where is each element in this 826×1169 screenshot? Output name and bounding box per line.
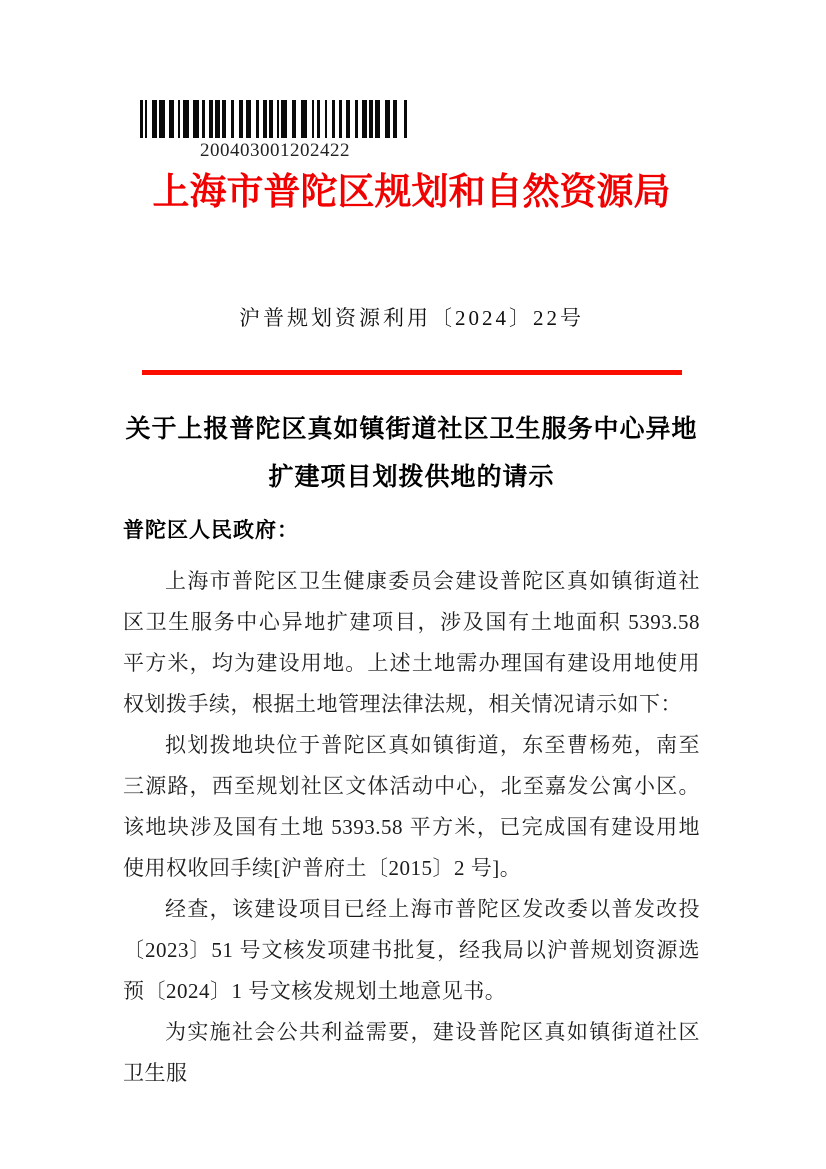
body-paragraph: 拟划拨地块位于普陀区真如镇街道，东至曹杨苑，南至三源路，西至规划社区文体活动中心，北至嘉发公寓小区。该地块涉及国有土地 5393.58 平方米，已完成国有建设用地使用权收回手续[沪普府土〔2015〕2 号]。 [123, 733, 700, 880]
barcode-image [140, 100, 410, 138]
body-paragraph: 经查，该建设项目已经上海市普陀区发改委以普发改投〔2023〕51 号文核发项建书批复，经我局以沪普规划资源选预〔2024〕1 号文核发规划土地意见书。 [123, 897, 700, 1003]
red-divider-line [142, 370, 682, 375]
document-number: 沪普规划资源利用〔2024〕22号 [239, 306, 584, 330]
barcode-number: 200403001202422 [200, 140, 350, 161]
document-title [123, 405, 700, 501]
body-paragraphs [123, 561, 700, 1094]
barcode-block [140, 100, 410, 164]
agency-title: 上海市普陀区规划和自然资源局 [152, 172, 671, 213]
body-paragraph: 为实施社会公共利益需要，建设普陀区真如镇街道社区卫生服 [123, 1020, 700, 1085]
addressee: 普陀区人民政府： [123, 518, 299, 542]
document-content [0, 100, 826, 1094]
document-title-line2: 扩建项目划拨供地的请示 [268, 463, 555, 491]
document-title-line1: 关于上报普陀区真如镇街道社区卫生服务中心异地 [125, 415, 698, 443]
body-paragraph: 上海市普陀区卫生健康委员会建设普陀区真如镇街道社区卫生服务中心异地扩建项目，涉及国有土地面积 5393.58 平方米，均为建设用地。上述土地需办理国有建设用地使用权划拨手续，根据土地管理法律法规，相关情况请示如下： [123, 569, 700, 716]
